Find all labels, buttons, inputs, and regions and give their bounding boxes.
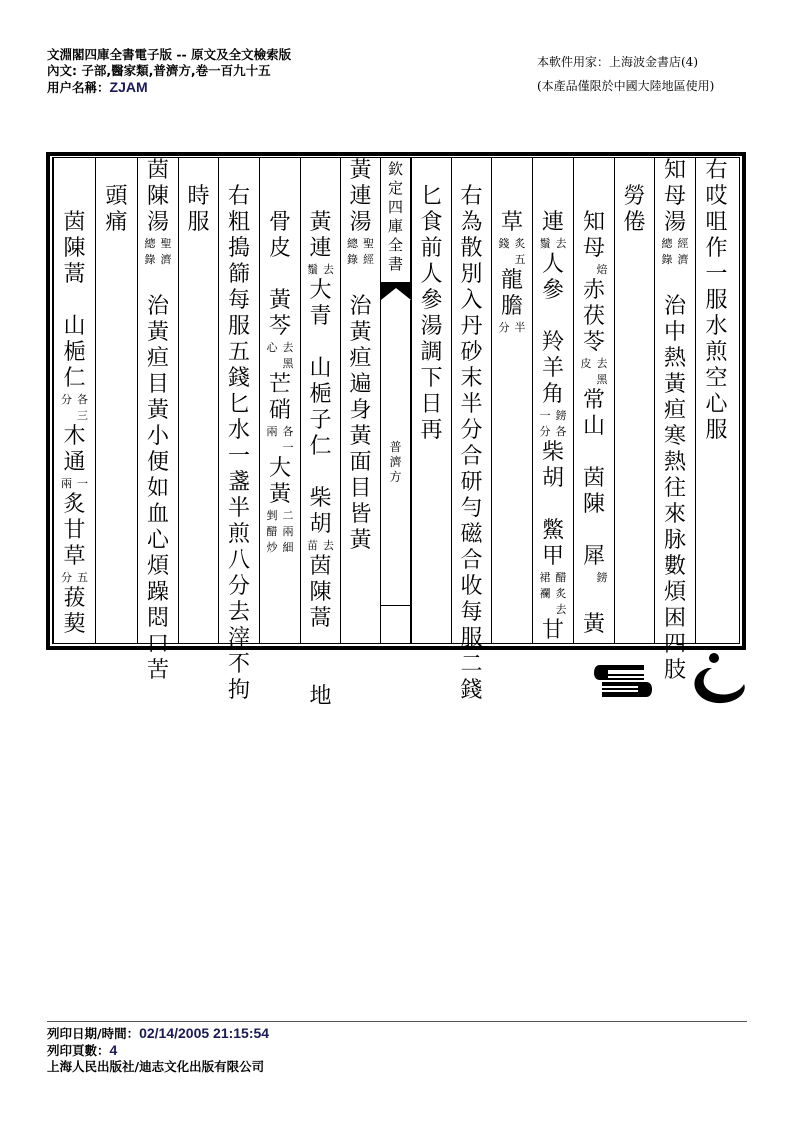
main-char: 皆	[349, 502, 372, 527]
annotation-line: 去	[323, 263, 334, 276]
main-char: 黃	[349, 528, 372, 553]
main-char: 煩	[146, 554, 169, 579]
main-char: 口	[146, 632, 169, 657]
main-char: 通	[63, 450, 86, 475]
username-value: ZJAM	[109, 79, 148, 95]
annotation-note	[494, 320, 530, 336]
main-char: 一	[705, 262, 728, 287]
main-char: 盞	[227, 470, 250, 495]
main-char: 疸	[663, 398, 686, 423]
column-text	[260, 158, 300, 556]
main-char: 青	[309, 304, 332, 329]
text-column	[300, 158, 340, 709]
center-title-char: 四	[387, 198, 403, 216]
main-char: 拘	[227, 678, 250, 703]
annotation-note	[535, 570, 571, 618]
center-title-char: 欽	[387, 160, 403, 178]
main-char: 咀	[705, 210, 728, 235]
main-char: 脉	[663, 528, 686, 553]
print-pages-value: 4	[109, 1042, 118, 1058]
main-char: 陳	[146, 184, 169, 209]
main-char: 煩	[663, 580, 686, 605]
column-text	[655, 158, 695, 684]
annotation-line: 鎊	[596, 571, 608, 584]
main-char: 湯	[663, 210, 686, 235]
main-char: 搗	[227, 236, 250, 261]
annotation-line: 心	[266, 341, 278, 354]
c-brush-logo-icon	[686, 652, 746, 708]
center-fishtail-column	[380, 158, 411, 643]
annotation-line: 五	[77, 571, 88, 584]
annotation-note	[303, 538, 339, 554]
annotation-note	[576, 570, 612, 586]
main-char: 木	[63, 424, 86, 449]
annotation-line: 分	[498, 321, 510, 334]
print-date-value: 02/14/2005 21:15:54	[139, 1025, 270, 1041]
publisher: 上海人民出版社/迪志文化出版有限公司	[47, 1059, 265, 1074]
main-char: 人	[420, 262, 443, 287]
main-char: 悶	[146, 606, 169, 631]
annotation-line: 分	[61, 393, 72, 406]
column-text	[533, 158, 573, 644]
center-subtitle-char: 方	[389, 470, 402, 484]
center-divider	[381, 605, 410, 606]
main-char: 連	[541, 210, 564, 235]
main-char: 參	[420, 288, 443, 313]
annotation-note	[343, 236, 379, 268]
main-char: 熱	[663, 346, 686, 371]
main-char: 痛	[105, 210, 128, 235]
main-char: 每	[227, 288, 250, 313]
main-char: 硝	[268, 398, 291, 423]
main-char: 錢	[460, 678, 483, 703]
column-text	[696, 158, 737, 444]
main-char: 食	[420, 210, 443, 235]
main-char: 羊	[541, 356, 564, 381]
main-char: 黃	[349, 320, 372, 345]
main-char: 困	[663, 606, 686, 631]
text-column	[695, 158, 737, 643]
main-char: 鱉	[541, 518, 564, 543]
footer-rule	[47, 1021, 747, 1022]
main-char: 八	[227, 548, 250, 573]
main-char: 每	[460, 600, 483, 625]
main-char: 黃	[146, 320, 169, 345]
text-column	[491, 158, 532, 643]
main-char: 匕	[227, 392, 250, 417]
main-char: 磁	[460, 522, 483, 547]
main-char: 茵	[582, 466, 605, 491]
column-text	[219, 158, 259, 704]
text-column	[137, 158, 178, 683]
main-char: 芩	[268, 314, 291, 339]
main-char: 茵	[63, 210, 86, 235]
main-char: 蒿	[63, 262, 86, 287]
main-char: 面	[349, 450, 372, 475]
annotation-line: 總 錄	[144, 237, 156, 266]
main-char: 知	[663, 158, 686, 183]
main-char: 前	[420, 236, 443, 261]
main-char: 母	[582, 236, 605, 261]
annotation-line: 焙	[596, 263, 608, 276]
annotation-line: 醋 炙 去	[555, 571, 567, 616]
main-char: 寒	[663, 424, 686, 449]
main-char: 右	[227, 184, 250, 209]
main-char: 水	[227, 418, 250, 443]
main-char: 作	[705, 236, 728, 261]
s-stripes-logo-icon	[594, 665, 652, 697]
center-title	[381, 160, 410, 274]
main-char: 合	[460, 548, 483, 573]
main-char: 陳	[63, 236, 86, 261]
column-text	[179, 158, 218, 236]
main-char: 皮	[268, 236, 291, 261]
main-char: 調	[420, 340, 443, 365]
main-char: 梔	[309, 382, 332, 407]
main-char: 胡	[309, 512, 332, 537]
annotation-note	[262, 340, 298, 372]
main-char: 肢	[663, 658, 686, 683]
annotation-line: 鬚	[539, 237, 551, 250]
main-char: 草	[63, 544, 86, 569]
annotation-line: 去	[323, 539, 334, 552]
annotation-line: 剉 醋 炒	[266, 509, 278, 554]
text-column	[218, 158, 259, 703]
annotation-note	[494, 236, 530, 268]
annotation-line: 兩	[266, 425, 278, 438]
main-char: 黃	[146, 398, 169, 423]
main-char: 錢	[227, 366, 250, 391]
main-char: 赤	[582, 278, 605, 303]
header-right	[537, 50, 714, 98]
main-char: 苦	[146, 658, 169, 683]
main-char: 湯	[349, 210, 372, 235]
main-char: 目	[349, 476, 372, 501]
annotation-line: 總 錄	[661, 237, 673, 266]
main-char: 人	[541, 252, 564, 277]
annotation-line: 去	[555, 237, 567, 250]
main-char: 二	[460, 652, 483, 677]
print-pages-label: 列印頁數：	[47, 1043, 110, 1058]
main-char: 哎	[705, 184, 728, 209]
main-char: 時	[187, 184, 210, 209]
header-left	[47, 47, 291, 96]
annotation-line: 去 黑	[596, 357, 608, 386]
main-char: 勞	[623, 184, 646, 209]
main-char: 治	[349, 294, 372, 319]
main-char: 疸	[146, 346, 169, 371]
main-char: 服	[187, 210, 210, 235]
main-char: 仁	[309, 434, 332, 459]
main-char: 胡	[541, 466, 564, 491]
main-char: 湯	[146, 210, 169, 235]
region-notice: (本產品僅限於中國大陸地區使用)	[537, 79, 715, 93]
main-char: 為	[460, 210, 483, 235]
main-char: 倦	[623, 210, 646, 235]
main-char: 羚	[541, 330, 564, 355]
main-char: 蒿	[309, 606, 332, 631]
main-char: 菝	[63, 586, 86, 611]
main-char: 目	[146, 372, 169, 397]
main-char: 遍	[349, 372, 372, 397]
column-text	[341, 158, 380, 554]
main-char: 湯	[420, 314, 443, 339]
center-title-char: 定	[387, 179, 403, 197]
main-char: 五	[227, 340, 250, 365]
main-char: 犀	[582, 544, 605, 569]
main-char: 四	[663, 632, 686, 657]
main-char: 葜	[63, 612, 86, 637]
main-char: 篩	[227, 262, 250, 287]
column-text	[54, 158, 95, 638]
center-subtitle-char: 普	[389, 440, 402, 454]
annotation-line: 鎊 各	[555, 409, 567, 438]
column-text	[96, 158, 137, 236]
main-char: 心	[146, 528, 169, 553]
main-char: 研	[460, 470, 483, 495]
main-char: 角	[541, 382, 564, 407]
annotation-note	[535, 236, 571, 252]
main-char: 合	[460, 444, 483, 469]
main-char: 疸	[349, 346, 372, 371]
main-char: 分	[460, 418, 483, 443]
main-char: 小	[146, 424, 169, 449]
main-char: 梔	[63, 340, 86, 365]
print-date-label: 列印日期/時間：	[47, 1026, 140, 1041]
main-char: 去	[227, 600, 250, 625]
annotation-note	[303, 262, 339, 278]
annotation-line: 炙 五	[514, 237, 526, 266]
annotation-note	[57, 570, 93, 586]
main-char: 滓	[227, 626, 250, 651]
main-char: 大	[268, 456, 291, 481]
text-column	[340, 158, 380, 643]
text-column	[259, 158, 300, 643]
main-char: 煎	[227, 522, 250, 547]
main-char: 治	[146, 294, 169, 319]
main-char: 粗	[227, 210, 250, 235]
main-char: 黃	[268, 482, 291, 507]
main-char: 勻	[460, 496, 483, 521]
print-pages-row	[47, 1042, 269, 1059]
main-char: 黃	[663, 372, 686, 397]
content-path: 內文: 子部,醫家類,普濟方,卷一百九十五	[47, 63, 271, 78]
text-column	[614, 158, 654, 643]
main-char: 服	[227, 314, 250, 339]
main-char: 炙	[63, 492, 86, 517]
main-char: 茵	[146, 158, 169, 183]
column-text	[138, 158, 178, 684]
main-char: 頭	[105, 184, 128, 209]
main-char: 再	[420, 418, 443, 443]
annotation-line	[579, 570, 593, 586]
print-date-row	[47, 1025, 269, 1042]
column-text	[492, 158, 532, 336]
annotation-note	[57, 392, 93, 424]
main-char: 參	[541, 278, 564, 303]
main-char: 陳	[582, 492, 605, 517]
annotation-note	[57, 476, 93, 492]
main-char: 如	[146, 476, 169, 501]
main-char: 黃	[582, 612, 605, 637]
main-char: 半	[460, 392, 483, 417]
annotation-note	[262, 424, 298, 456]
column-text	[301, 158, 340, 710]
main-char: 身	[349, 398, 372, 423]
main-char: 一	[227, 444, 250, 469]
annotation-line: 一 分	[539, 409, 551, 438]
text-column	[573, 158, 614, 643]
footer	[47, 1025, 269, 1075]
main-char: 黃	[349, 158, 372, 183]
main-char: 便	[146, 450, 169, 475]
main-char: 末	[460, 366, 483, 391]
main-char: 子	[309, 408, 332, 433]
annotation-line: 皮	[580, 357, 592, 370]
main-char: 中	[663, 320, 686, 345]
main-char: 半	[227, 496, 250, 521]
annotation-line: 分	[61, 571, 72, 584]
main-char: 山	[63, 314, 86, 339]
main-char: 服	[460, 626, 483, 651]
text-column	[53, 158, 95, 643]
center-title-char: 全	[387, 236, 403, 254]
main-char: 下	[420, 366, 443, 391]
main-char: 草	[500, 210, 523, 235]
main-char: 骨	[268, 210, 291, 235]
annotation-line: 裙 襴	[539, 571, 551, 600]
main-char: 散	[460, 236, 483, 261]
main-char: 空	[705, 366, 728, 391]
main-char: 數	[663, 554, 686, 579]
text-column	[654, 158, 695, 683]
annotation-line: 一	[77, 477, 88, 490]
annotation-line: 總 錄	[347, 237, 358, 266]
main-char: 治	[663, 294, 686, 319]
main-char: 黃	[309, 210, 332, 235]
annotation-note	[657, 236, 693, 268]
annotation-line: 兩	[61, 477, 72, 490]
main-char: 收	[460, 574, 483, 599]
main-char: 來	[663, 502, 686, 527]
text-column	[178, 158, 218, 643]
main-char: 母	[663, 184, 686, 209]
annotation-line	[579, 262, 593, 278]
text-column	[411, 158, 451, 643]
main-char: 仁	[63, 366, 86, 391]
annotation-note	[140, 236, 176, 268]
username-row	[47, 79, 291, 96]
main-char: 芒	[268, 372, 291, 397]
text-column	[451, 158, 491, 703]
main-char: 血	[146, 502, 169, 527]
column-text	[574, 158, 614, 638]
fishtail-mark	[381, 282, 410, 300]
main-char: 苓	[582, 330, 605, 355]
main-char: 山	[309, 356, 332, 381]
main-char: 茯	[582, 304, 605, 329]
annotation-note	[576, 262, 612, 278]
main-char: 砂	[460, 340, 483, 365]
annotation-line: 經 濟	[677, 237, 689, 266]
main-char: 茵	[309, 554, 332, 579]
main-char: 甲	[541, 544, 564, 569]
center-subtitle-char: 濟	[389, 455, 402, 469]
main-char: 知	[582, 210, 605, 235]
main-char: 膽	[500, 294, 523, 319]
main-char: 水	[705, 314, 728, 339]
center-title-char: 書	[387, 255, 403, 273]
main-char: 丹	[460, 314, 483, 339]
main-char: 龍	[500, 268, 523, 293]
product-title: 文淵閣四庫全書電子版 -- 原文及全文檢索版	[47, 47, 292, 62]
main-char: 熱	[663, 450, 686, 475]
username-label: 用户名稱：	[47, 80, 110, 95]
text-column	[95, 158, 137, 643]
main-char: 服	[705, 288, 728, 313]
main-char: 右	[705, 158, 728, 183]
main-char: 分	[227, 574, 250, 599]
main-char: 黃	[349, 424, 372, 449]
main-char: 右	[460, 184, 483, 209]
center-subtitle	[381, 440, 410, 485]
annotation-note	[262, 508, 298, 556]
main-char: 心	[705, 392, 728, 417]
annotation-line: 各 一	[282, 425, 294, 454]
annotation-line: 二 兩 細	[282, 509, 294, 554]
main-char: 煎	[705, 340, 728, 365]
main-char: 不	[227, 652, 250, 677]
annotation-line: 鬚	[307, 263, 318, 276]
annotation-line: 半	[514, 321, 526, 334]
main-char: 連	[309, 236, 332, 261]
main-char: 往	[663, 476, 686, 501]
main-char: 別	[460, 262, 483, 287]
column-text	[452, 158, 491, 704]
main-char: 柴	[541, 440, 564, 465]
main-char: 柴	[309, 486, 332, 511]
main-char: 躁	[146, 580, 169, 605]
annotation-note	[576, 356, 612, 388]
licensee: 本軟件用家：上海波金書店(4)	[537, 55, 698, 69]
annotation-line: 錢	[498, 237, 510, 250]
main-char: 大	[309, 278, 332, 303]
main-char: 黃	[268, 288, 291, 313]
main-char: 匕	[420, 184, 443, 209]
annotation-line: 各 三	[77, 393, 88, 422]
annotation-line: 聖 濟	[160, 237, 172, 266]
main-char: 入	[460, 288, 483, 313]
center-title-char: 庫	[387, 217, 403, 235]
annotation-line: 聖 經	[363, 237, 374, 266]
column-text	[412, 158, 451, 444]
main-char: 山	[582, 414, 605, 439]
main-char: 甘	[63, 518, 86, 543]
annotation-line: 苗	[307, 539, 318, 552]
main-char: 連	[349, 184, 372, 209]
main-char: 日	[420, 392, 443, 417]
main-char: 陳	[309, 580, 332, 605]
main-char: 地	[309, 684, 332, 709]
main-char: 服	[705, 418, 728, 443]
annotation-line: 去 黑	[282, 341, 294, 370]
annotation-note	[535, 408, 571, 440]
main-char: 甘	[541, 618, 564, 643]
text-column	[532, 158, 573, 643]
column-text	[615, 158, 654, 236]
main-char: 常	[582, 388, 605, 413]
